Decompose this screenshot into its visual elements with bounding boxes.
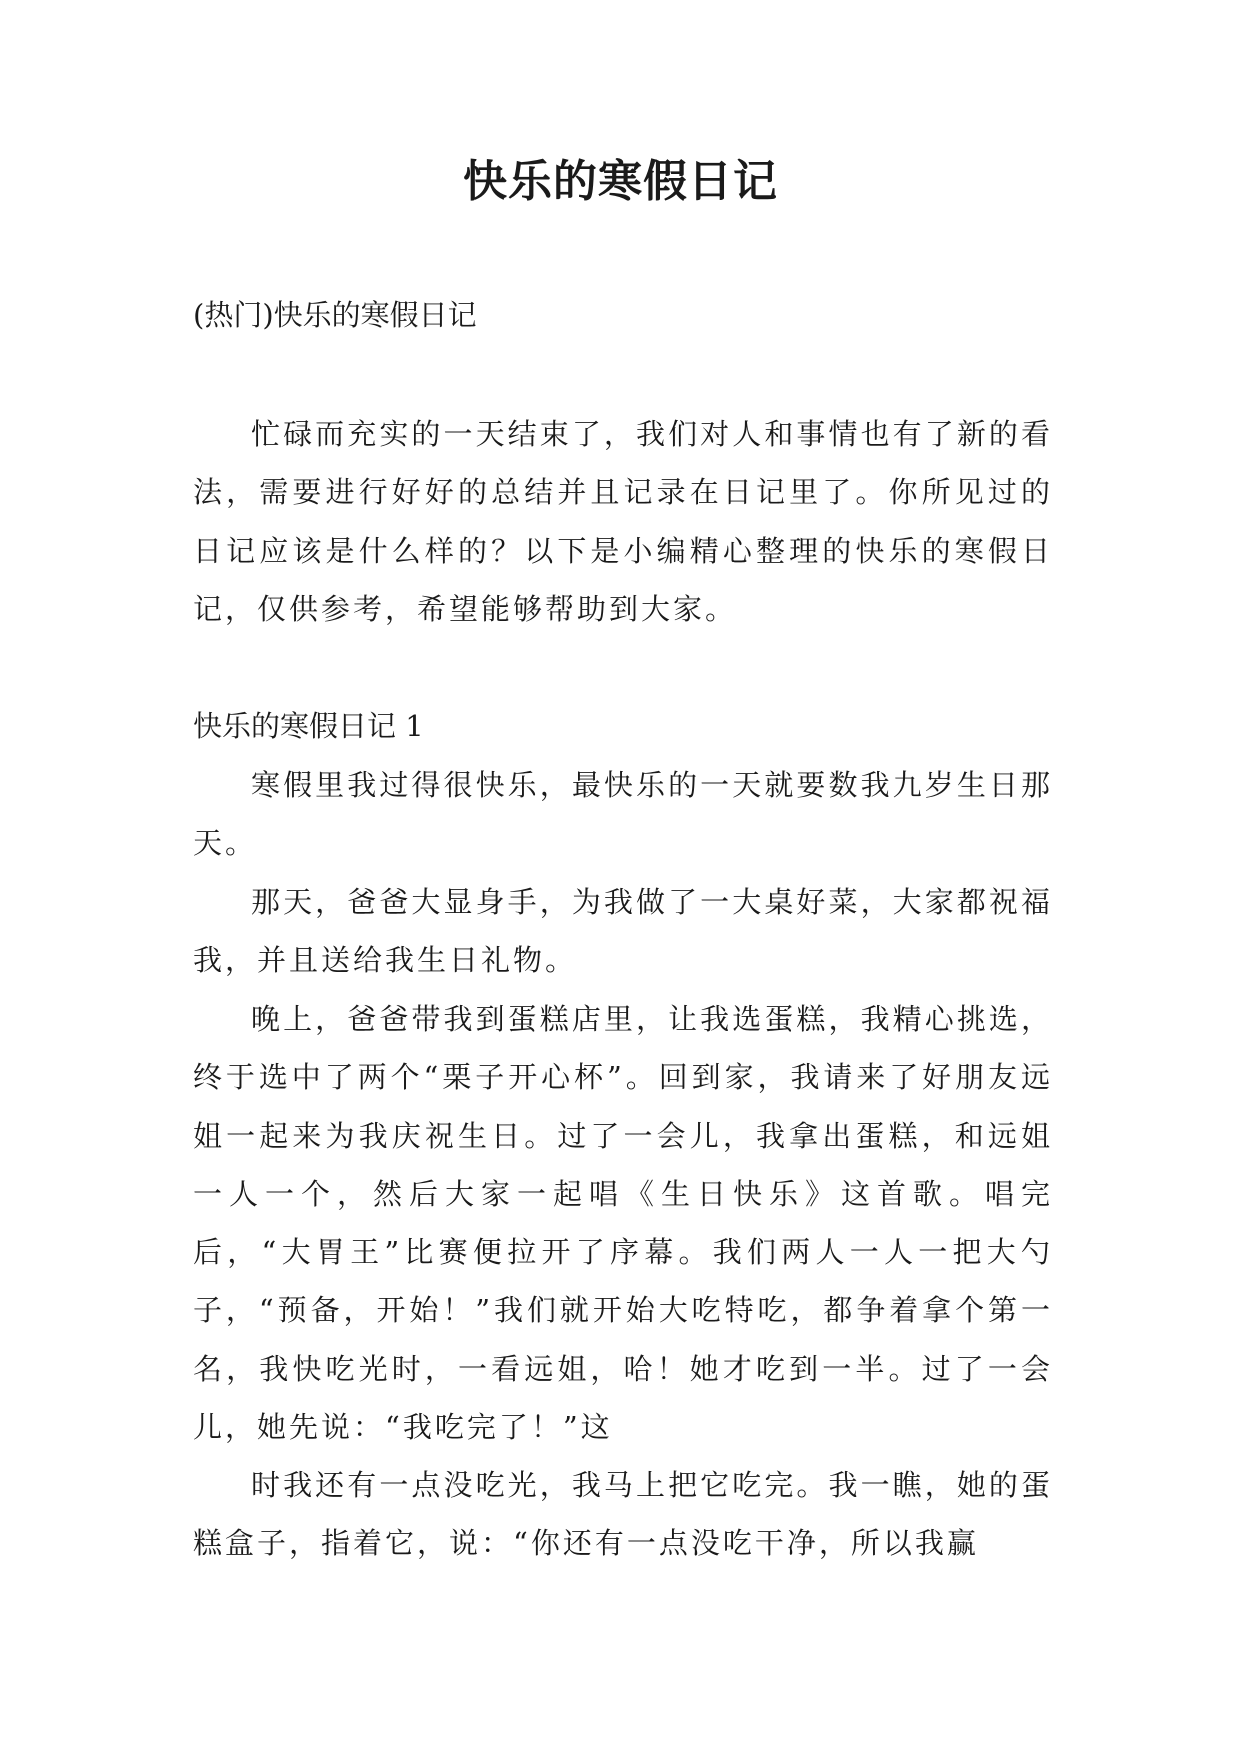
- document-subtitle: (热门)快乐的寒假日记: [193, 298, 477, 332]
- intro-paragraph: 忙碌而充实的一天结束了，我们对人和事情也有了新的看法，需要进行好好的总结并且记录在日记里了。你所见过的日记应该是什么样的？以下是小编精心整理的快乐的寒假日记，仅供参考，希望能够帮助到大家。: [193, 417, 1053, 626]
- section-heading: 快乐的寒假日记 1: [193, 709, 424, 743]
- document-title: 快乐的寒假日记: [463, 156, 778, 207]
- body-paragraph: 寒假里我过得很快乐，最快乐的一天就要数我九岁生日那天。: [193, 768, 1053, 861]
- body-paragraph: 时我还有一点没吃光，我马上把它吃完。我一瞧，她的蛋糕盒子，指着它，说：“你还有一点没吃干净，所以我赢: [193, 1468, 1053, 1561]
- body-paragraph: 那天，爸爸大显身手，为我做了一大桌好菜，大家都祝福我，并且送给我生日礼物。: [193, 885, 1053, 978]
- body-paragraph: 晚上，爸爸带我到蛋糕店里，让我选蛋糕，我精心挑选，终于选中了两个“栗子开心杯”。回到家，我请来了好朋友远姐一起来为我庆祝生日。过了一会儿，我拿出蛋糕，和远姐一人一个，然后大家一起唱《生日快乐》这首歌。唱完后，“大胃王”比赛便拉开了序幕。我们两人一人一把大勺子，“预备，开始！”我们就开始大吃特吃，都争着拿个第一名，我快吃光时，一看远姐，哈！她才吃到一半。过了一会儿，她先说：“我吃完了！”这: [193, 1002, 1053, 1445]
